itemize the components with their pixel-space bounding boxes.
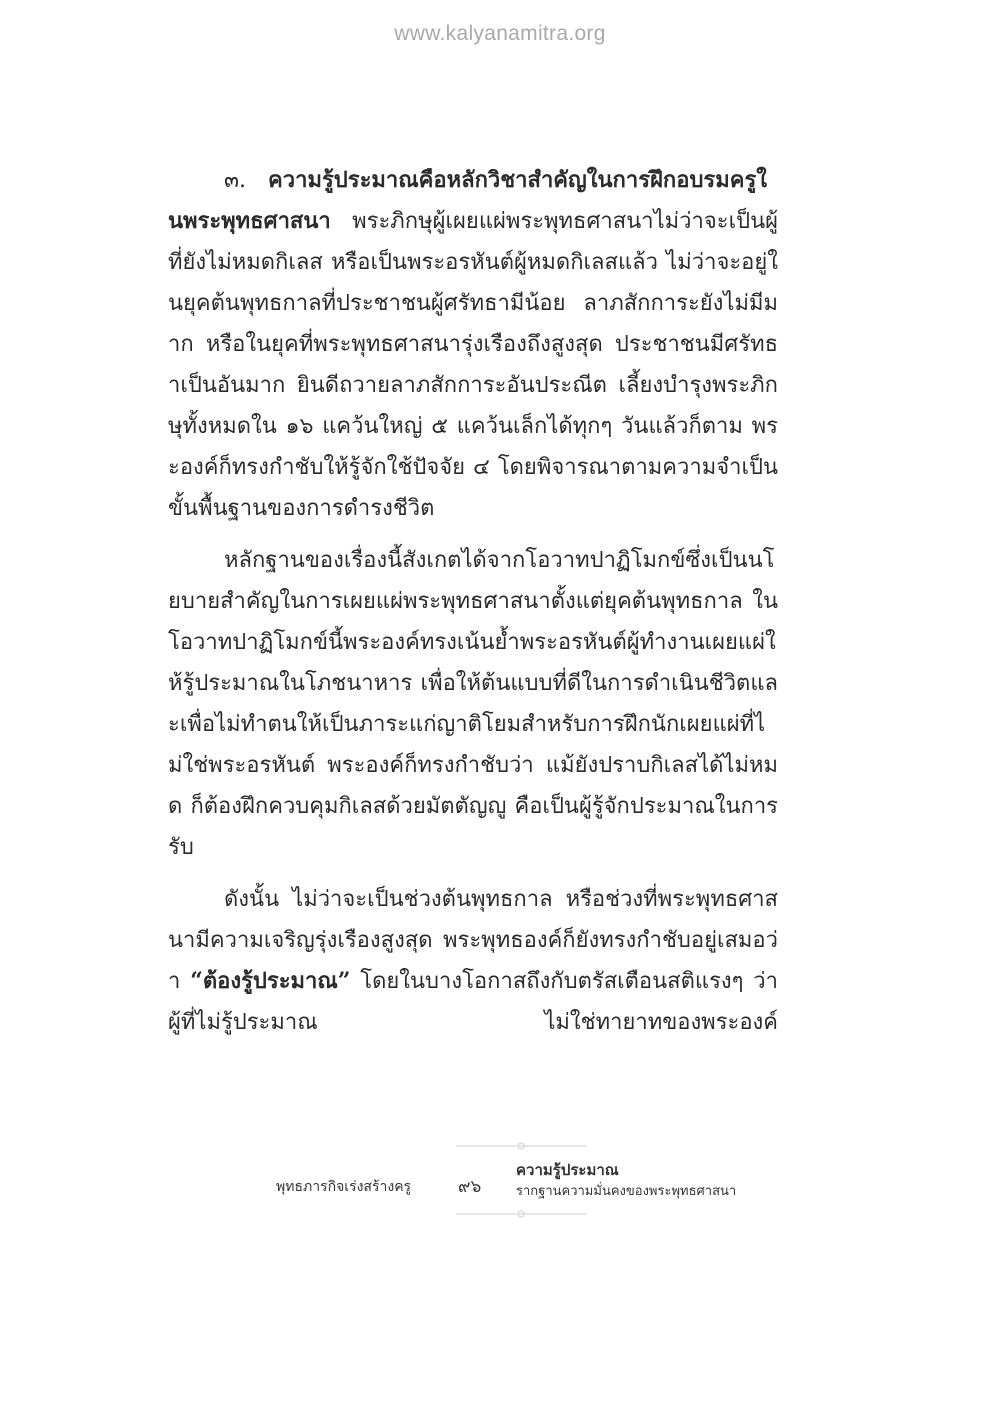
- section-heading: ความรู้ประมาณคือหลักวิชาสำคัญในการฝึกอบรมครูในพระพุทธศาสนา: [168, 167, 768, 234]
- conclusion-text-before: ดังนั้น ไม่ว่าจะเป็นช่วงต้นพุทธกาล หรือช่วงที่พระพุทธศาสนามีความเจริญรุ่งเรืองสูงสุด พระพุทธองค์ก็ยังทรงกำชับอยู่เสมอว่า: [168, 887, 778, 994]
- section-number: ๓.: [224, 168, 247, 193]
- chapter-title: ความรู้ประมาณ: [516, 1161, 619, 1179]
- footer-ornament-top: [456, 1140, 586, 1152]
- evidence-paragraph: หลักฐานของเรื่องนี้สังเกตได้จากโอวาทปาฏิโมกข์ซึ่งเป็นนโยบายสำคัญในการเผยแผ่พระพุทธศาสนาตั้งแต่ยุคต้นพุทธกาล ในโอวาทปาฏิโมกข์นี้พระองค์ทรงเน้นย้ำพระอรหันต์ผู้ทำงานเผยแผ่ให้รู้ประมาณในโภชนาหาร เพื่อให้ต้นแบบที่ดีในการดำเนินชีวิตและเพื่อไม่ทำตนให้เป็นภาระแก่ญาติโยมสำหรับการฝึกนักเผยแผ่ที่ไม่ใช่พระอรหันต์ พระองค์ก็ทรงกำชับว่า แม้ยังปราบกิเลสได้ไม่หมด ก็ต้องฝึกควบคุมกิเลสด้วยมัตตัญญู คือเป็นผู้รู้จักประมาณในการรับ: [168, 548, 778, 860]
- chapter-subtitle: รากฐานความมั่นคงของพระพุทธศาสนา: [516, 1184, 737, 1199]
- section-3-paragraph: [168, 160, 778, 529]
- section-body: พระภิกษุผู้เผยแผ่พระพุทธศาสนาไม่ว่าจะเป็นผู้ที่ยังไม่หมดกิเลส หรือเป็นพระอรหันต์ผู้หมดกิเลสแล้ว ไม่ว่าจะอยู่ในยุคต้นพุทธกาลที่ประชาชนผู้ศรัทธามีน้อย ลาภสักการะยังไม่มีมาก หรือในยุคที่พระพุทธศาสนารุ่งเรืองถึงสูงสุด ประชาชนมีศรัทธาเป็นอันมาก ยินดีถวายลาภสักการะอันประณีต เลี้ยงบำรุงพระภิกษุทั้งหมดใน ๑๖ แคว้นใหญ่ ๕ แคว้นเล็กได้ทุกๆ วันแล้วก็ตาม พระองค์ก็ทรงกำชับให้รู้จักใช้ปัจจัย ๔ โดยพิจารณาตามความจำเป็นขั้นพื้นฐานของการดำรงชีวิต: [168, 209, 778, 521]
- emphasis-quote: “ต้องรู้ประมาณ”: [190, 968, 351, 994]
- page-number: ๙๖: [458, 1177, 482, 1197]
- book-title: พุทธภารกิจเร่งสร้างครู: [276, 1179, 412, 1195]
- conclusion-paragraph: [168, 879, 778, 1043]
- watermark: www.kalyanamitra.org: [394, 22, 606, 45]
- footer-ornament-bottom: [456, 1208, 586, 1220]
- page-footer: [276, 1140, 766, 1222]
- conclusion-text-after: โดยในบางโอกาสถึงกับตรัสเตือนสติแรงๆ ว่า ผู้ที่ไม่รู้ประมาณ ไม่ใช่ทายาทของพระองค์: [168, 969, 778, 1035]
- page-content: [168, 160, 778, 1043]
